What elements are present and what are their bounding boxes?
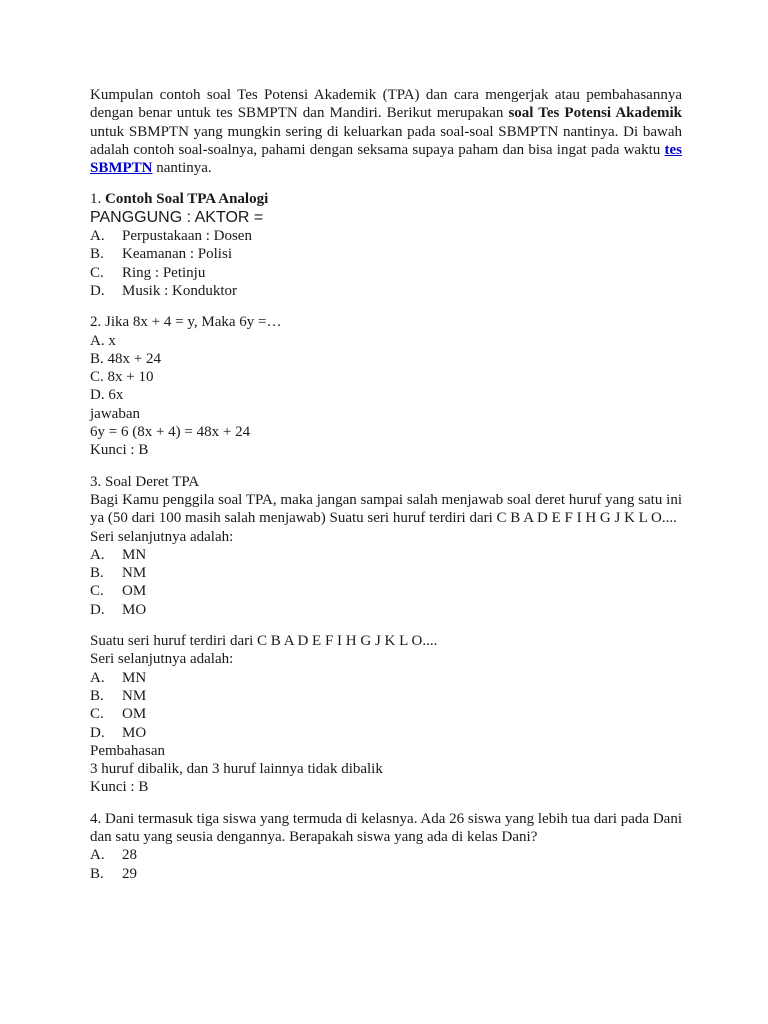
- option-letter: B.: [90, 246, 104, 263]
- option-text: Keamanan : Polisi: [122, 246, 232, 263]
- intro-bold-phrase: soal Tes Potensi Akademik: [508, 105, 683, 122]
- question-3-key: Kunci : B: [90, 779, 149, 796]
- question-3-prompt: Seri selanjutnya adalah:: [90, 528, 234, 545]
- question-1-heading: [90, 190, 682, 208]
- question-1-title: Contoh Soal TPA Analogi: [105, 191, 269, 208]
- question-1-stem: PANGGUNG : AKTOR =: [90, 208, 264, 226]
- spacer: [90, 619, 682, 632]
- question-3-option-c: [90, 582, 682, 600]
- option-text: NM: [122, 565, 147, 582]
- option-letter: B.: [90, 565, 104, 582]
- question-2-option-a: A. x: [90, 332, 116, 349]
- question-2-key: Kunci : B: [90, 442, 149, 459]
- question-1-option-d: [90, 282, 682, 300]
- question-3-repeat-option-d: [90, 724, 682, 742]
- spacer: [90, 460, 682, 473]
- question-1-option-a: [90, 227, 682, 245]
- option-letter: D.: [90, 601, 105, 618]
- question-3-discussion-label: Pembahasan: [90, 742, 165, 759]
- option-text: 29: [122, 865, 137, 882]
- option-letter: C.: [90, 583, 104, 600]
- option-letter: A.: [90, 228, 105, 245]
- question-3-option-b: [90, 564, 682, 582]
- question-1-number: 1.: [90, 191, 105, 208]
- question-1-option-c: [90, 264, 682, 282]
- question-3-repeat-prompt: Seri selanjutnya adalah:: [90, 651, 234, 668]
- question-3-option-d: [90, 601, 682, 619]
- spacer: [90, 300, 682, 313]
- option-text: Musik : Konduktor: [122, 282, 238, 299]
- question-2-option-b: B. 48x + 24: [90, 350, 161, 367]
- option-text: OM: [122, 583, 147, 600]
- question-1: [90, 190, 682, 300]
- question-4-body: 4. Dani termasuk tiga siswa yang termuda di kelasnya. Ada 26 siswa yang lebih tua dari pada Dani dan satu yang seusia dengannya. Berapakah siswa yang ada di kelas Dani?: [90, 810, 682, 845]
- question-1-option-b: [90, 245, 682, 263]
- option-letter: C.: [90, 264, 104, 281]
- intro-text-1: Kumpulan contoh soal Tes Potensi Akademik (TPA) dan cara mengerjak atau pembahasannya dengan benar untuk tes SBMPTN dan Mandiri. Berikut merupakan: [90, 87, 682, 122]
- question-2: [90, 313, 682, 459]
- question-3-repeat-series: Suatu seri huruf terdiri dari C B A D E F I H G J K L O....: [90, 633, 438, 650]
- option-letter: A.: [90, 669, 105, 686]
- intro-paragraph: [90, 86, 682, 177]
- question-4-option-a: [90, 846, 682, 864]
- spacer: [90, 797, 682, 810]
- option-letter: D.: [90, 724, 105, 741]
- question-4: [90, 810, 682, 883]
- option-text: MN: [122, 669, 147, 686]
- option-text: 28: [122, 847, 137, 864]
- question-2-answer-label: jawaban: [90, 405, 140, 422]
- option-text: Ring : Petinju: [122, 264, 206, 281]
- option-letter: C.: [90, 706, 104, 723]
- option-letter: B.: [90, 687, 104, 704]
- question-3: [90, 473, 682, 619]
- option-letter: D.: [90, 282, 105, 299]
- question-3-repeat-option-c: [90, 705, 682, 723]
- tes-sbmptn-link[interactable]: tes SBMPTN: [90, 141, 682, 177]
- question-3-body: Bagi Kamu penggila soal TPA, maka jangan sampai salah menjawab soal deret huruf yang satu ini ya (50 dari 100 masih salah menjawab) Suatu seri huruf terdiri dari C B A D E F I H G J K L O....: [90, 491, 682, 527]
- question-3-repeat: [90, 632, 682, 797]
- question-3-repeat-option-b: [90, 687, 682, 705]
- intro-text-2: untuk SBMPTN yang mungkin sering di keluarkan pada soal-soal SBMPTN nantinya. Di bawah adalah contoh soal-soalnya, pahami dengan seksama supaya paham dan bisa ingat pada waktu: [90, 123, 682, 158]
- question-2-option-c: C. 8x + 10: [90, 369, 154, 386]
- document-content: [90, 86, 682, 883]
- question-2-option-d: D. 6x: [90, 387, 124, 404]
- question-3-title: 3. Soal Deret TPA: [90, 473, 200, 490]
- option-text: NM: [122, 687, 147, 704]
- question-3-discussion: 3 huruf dibalik, dan 3 huruf lainnya tidak dibalik: [90, 761, 383, 778]
- option-text: MO: [122, 724, 147, 741]
- question-3-repeat-option-a: [90, 669, 682, 687]
- option-letter: A.: [90, 546, 105, 563]
- option-text: Perpustakaan : Dosen: [122, 228, 252, 245]
- question-2-working: 6y = 6 (8x + 4) = 48x + 24: [90, 424, 251, 441]
- option-letter: B.: [90, 865, 104, 882]
- intro-text-3: nantinya.: [152, 160, 212, 177]
- question-4-option-b: [90, 865, 682, 883]
- spacer: [90, 177, 682, 190]
- option-text: OM: [122, 706, 147, 723]
- question-3-option-a: [90, 546, 682, 564]
- option-letter: A.: [90, 847, 105, 864]
- option-text: MN: [122, 546, 147, 563]
- question-2-stem: 2. Jika 8x + 4 = y, Maka 6y =…: [90, 314, 282, 331]
- option-text: MO: [122, 601, 147, 618]
